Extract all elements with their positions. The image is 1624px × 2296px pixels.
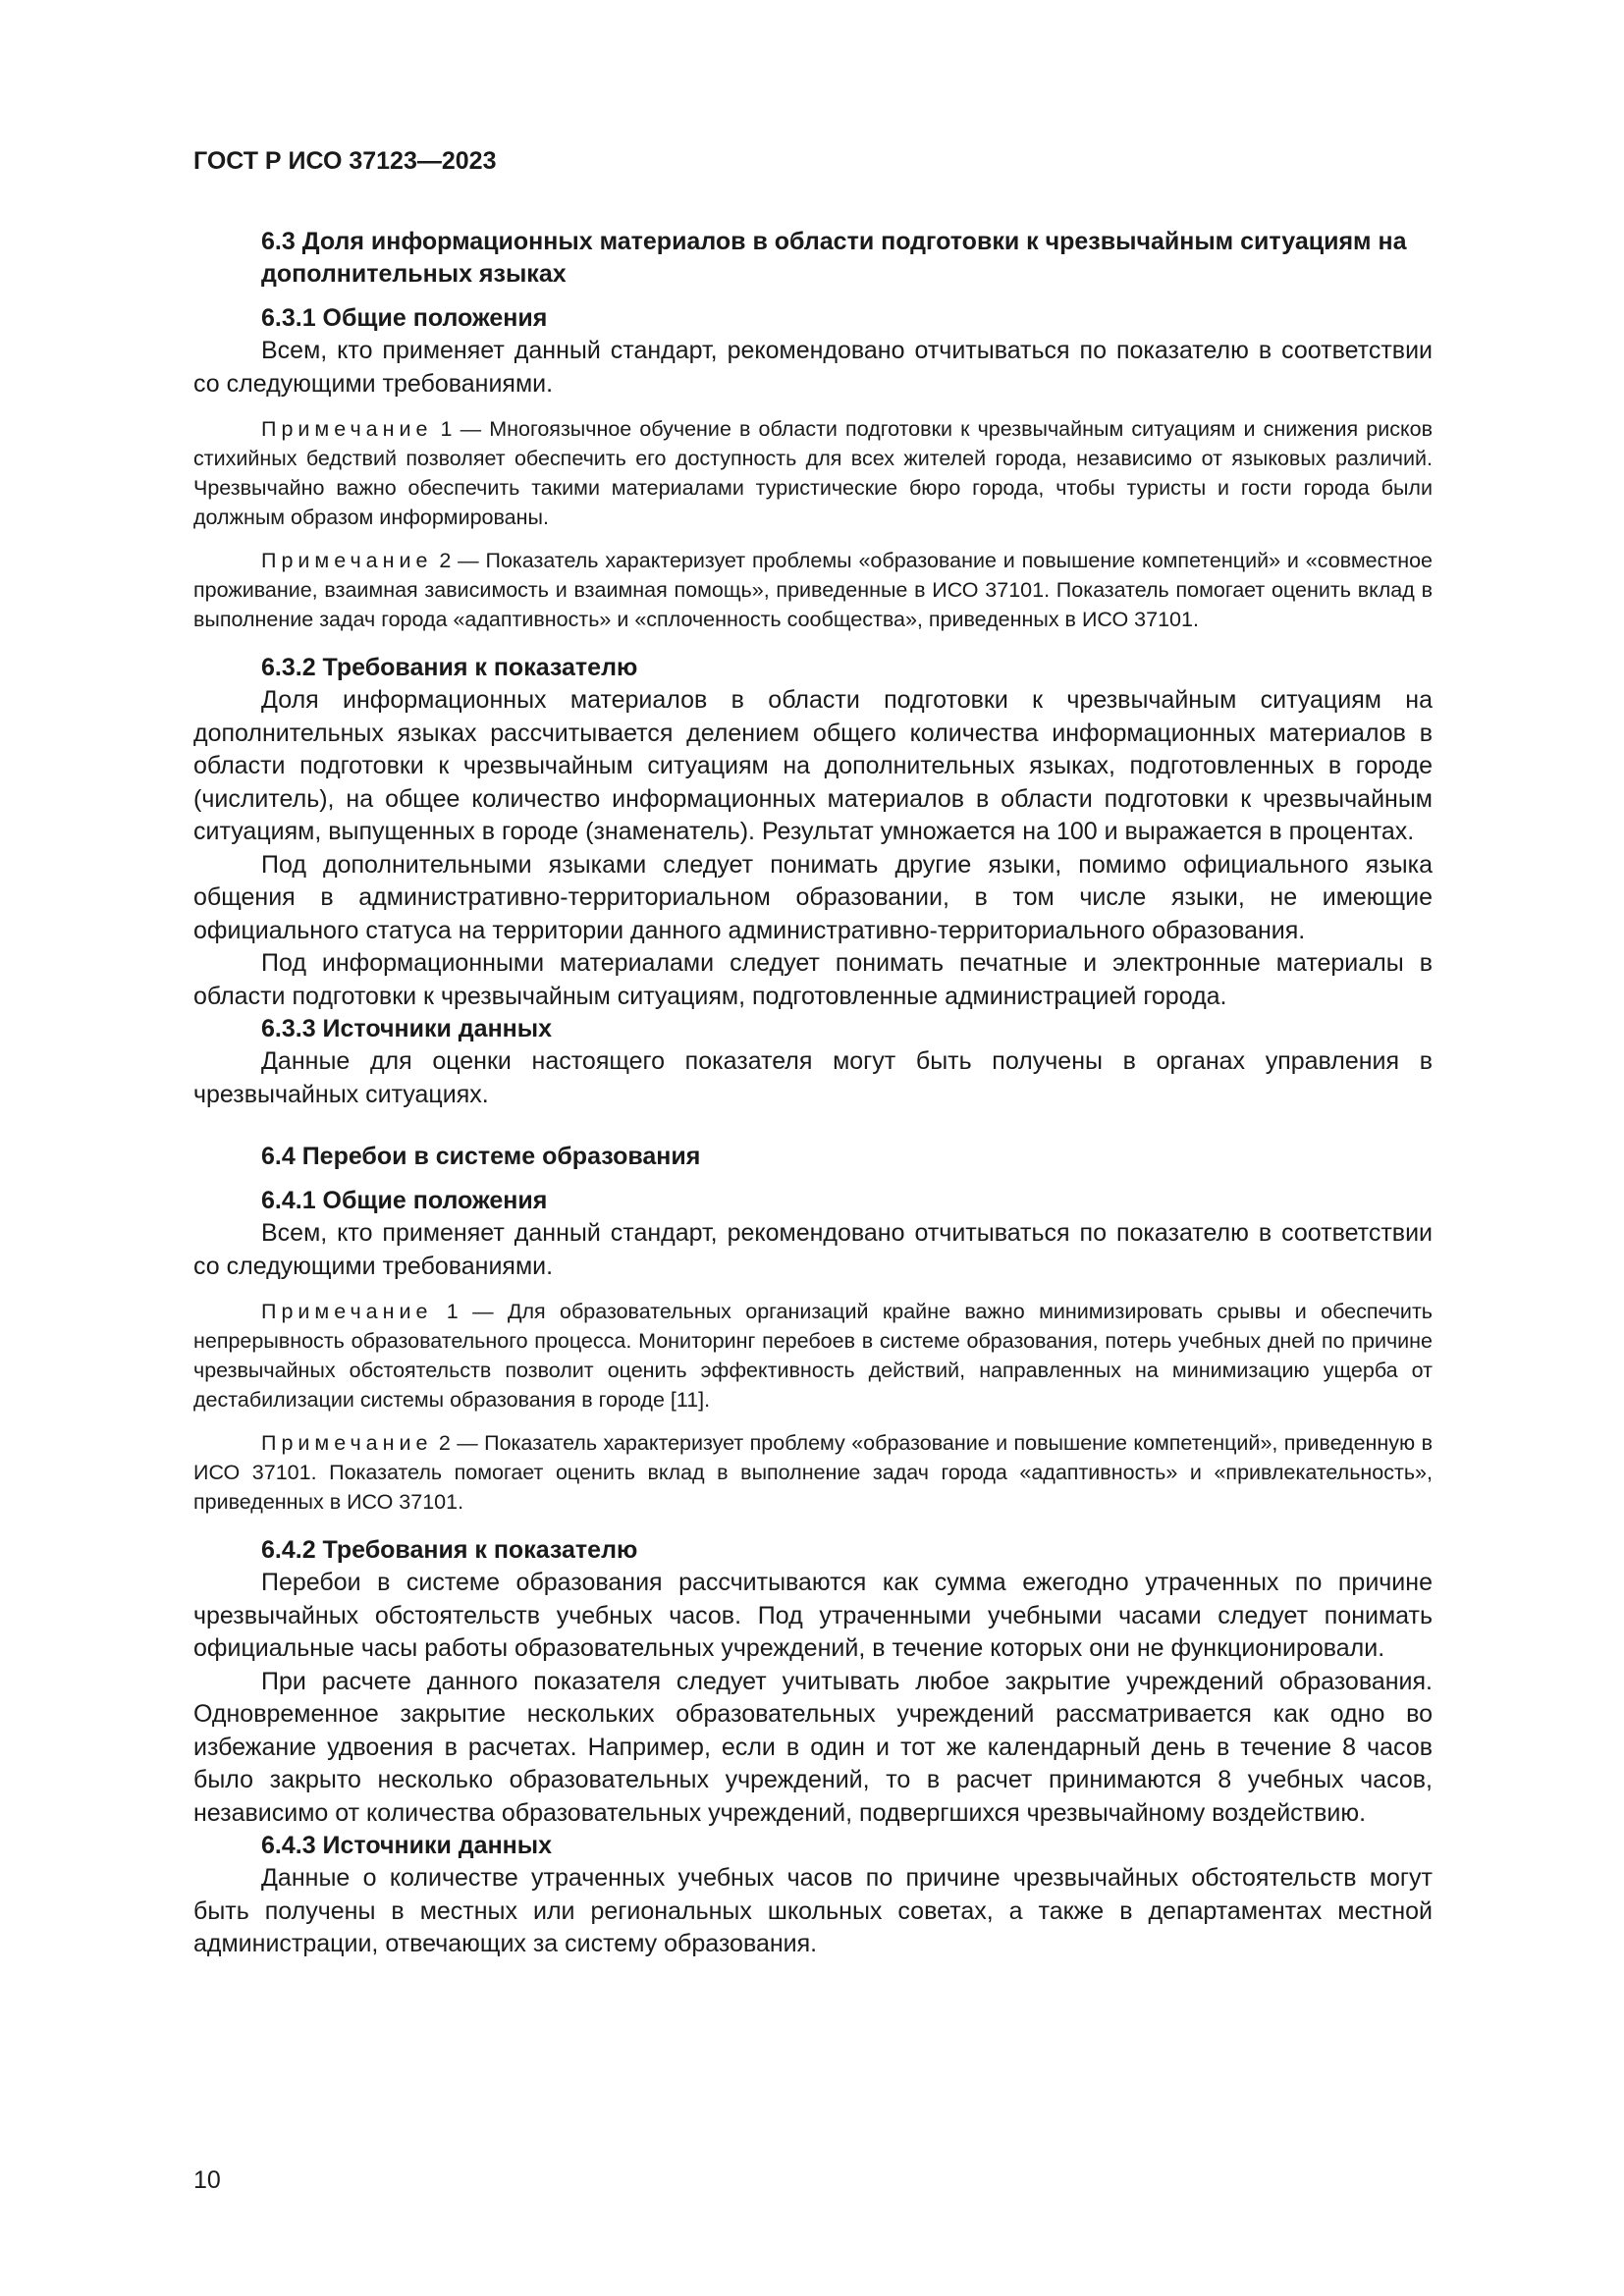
section-6-4-1-title: 6.4.1 Общие положения — [261, 1187, 548, 1214]
section-6-3-1-note-2 — [193, 546, 1433, 634]
section-6-4-2-paragraph-1: Перебои в системе образования рассчитываются как сумма ежегодно утраченных по причине чрезвычайных обстоятельств учебных часов. Под утраченными учебными часами следует понимать официальные часы работы образовательных учреждений, в течение которых они не функционировали. — [193, 1569, 1433, 1662]
section-6-3-2-paragraph-2: Под дополнительными языками следует понимать другие языки, помимо официального языка общения в административно-территориальном образовании, в том числе языки, не имеющие официального статуса на территории данного административно-территориального образования. — [193, 850, 1433, 944]
note-label: Примечание — [261, 417, 433, 441]
note-label: Примечание — [261, 1300, 433, 1323]
page-number: 10 — [193, 2166, 221, 2194]
note-text: 1 — Многоязычное обучение в области подготовки к чрезвычайным ситуациям и снижения рисков стихийных бедствий позволяет обеспечить его доступность для всех жителей города, независимо от языковых различий. Чрезвычайно важно обеспечить такими материалами туристические бюро города, чтобы туристы и гости города были должным образом информированы. — [193, 417, 1433, 529]
note-text: 2 — Показатель характеризует проблему «образование и повышение компетенций», приведенную в ИСО 37101. Показатель помогает оценить вклад в выполнение задач города «адаптивность» и «привлекательность», приведенных в ИСО 37101. — [193, 1431, 1433, 1514]
section-6-3-1-paragraph: Всем, кто применяет данный стандарт, рекомендовано отчитываться по показателю в соответствии со следующими требованиями. — [193, 337, 1433, 398]
section-6-3-3-paragraph: Данные для оценки настоящего показателя могут быть получены в органах управления в чрезвычайных ситуациях. — [193, 1047, 1433, 1108]
note-label: Примечание — [261, 549, 433, 572]
section-6-4-1-note-1 — [193, 1297, 1433, 1415]
note-text: 2 — Показатель характеризует проблемы «образование и повышение компетенций» и «совместное проживание, взаимная зависимость и взаимная помощь», приведенные в ИСО 37101. Показатель помогает оценить вклад в выполнение задач города «адаптивность» и «сплоченность сообщества», приведенных в ИСО 37101. — [193, 549, 1433, 631]
section-6-4-2-paragraph-2: При расчете данного показателя следует учитывать любое закрытие учреждений образования. Одновременное закрытие нескольких образовательных учреждений рассматривается как одно во избежание удвоения в расчетах. Например, если в один и тот же календарный день в течение 8 часов было закрыто несколько образовательных учреждений, то в расчет принимаются 8 учебных часов, независимо от количества образовательных учреждений, подвергшихся чрезвычайному воздействию. — [193, 1667, 1433, 1827]
section-6-4-1-note-2 — [193, 1428, 1433, 1517]
note-label: Примечание — [261, 1431, 433, 1455]
section-6-3-1-note-1 — [193, 414, 1433, 532]
section-6-3-2-title: 6.3.2 Требования к показателю — [261, 654, 638, 681]
document-body — [193, 226, 1433, 1961]
note-text: 1 — Для образовательных организаций крайне важно минимизировать срывы и обеспечить непрерывность образовательного процесса. Мониторинг перебоев в системе образования, потерь учебных дней по причине чрезвычайных обстоятельств позволит оценить эффективность действий, направленных на минимизацию ущерба от дестабилизации системы образования в городе [11]. — [193, 1300, 1433, 1412]
section-6-3-1-title: 6.3.1 Общие положения — [261, 304, 548, 332]
section-6-4-title: 6.4 Перебои в системе образования — [261, 1143, 701, 1170]
section-6-4-3-title: 6.4.3 Источники данных — [261, 1832, 553, 1859]
section-6-3-title: 6.3 Доля информационных материалов в области подготовки к чрезвычайным ситуациям на дополнительных языках — [261, 228, 1407, 288]
section-6-3-3-title: 6.3.3 Источники данных — [261, 1015, 553, 1042]
section-6-4-2-title: 6.4.2 Требования к показателю — [261, 1536, 638, 1564]
section-6-4-3-paragraph: Данные о количестве утраченных учебных часов по причине чрезвычайных обстоятельств могут быть получены в местных или региональных школьных советах, а также в департаментах местной администрации, отвечающих за систему образования. — [193, 1864, 1433, 1957]
section-6-3-2-paragraph-1: Доля информационных материалов в области подготовки к чрезвычайным ситуациям на дополнительных языках рассчитывается делением общего количества информационных материалов в области подготовки к чрезвычайным ситуациям на дополнительных языках, подготовленных в городе (числитель), на общее количество информационных материалов в области подготовки к чрезвычайным ситуациям, выпущенных в городе (знаменатель). Результат умножается на 100 и выражается в процентах. — [193, 686, 1433, 845]
section-6-3-2-paragraph-3: Под информационными материалами следует понимать печатные и электронные материалы в области подготовки к чрезвычайным ситуациям, подготовленные администрацией города. — [193, 949, 1433, 1010]
section-6-4-1-paragraph: Всем, кто применяет данный стандарт, рекомендовано отчитываться по показателю в соответствии со следующими требованиями. — [193, 1219, 1433, 1280]
document-code-header: ГОСТ Р ИСО 37123—2023 — [193, 147, 497, 175]
